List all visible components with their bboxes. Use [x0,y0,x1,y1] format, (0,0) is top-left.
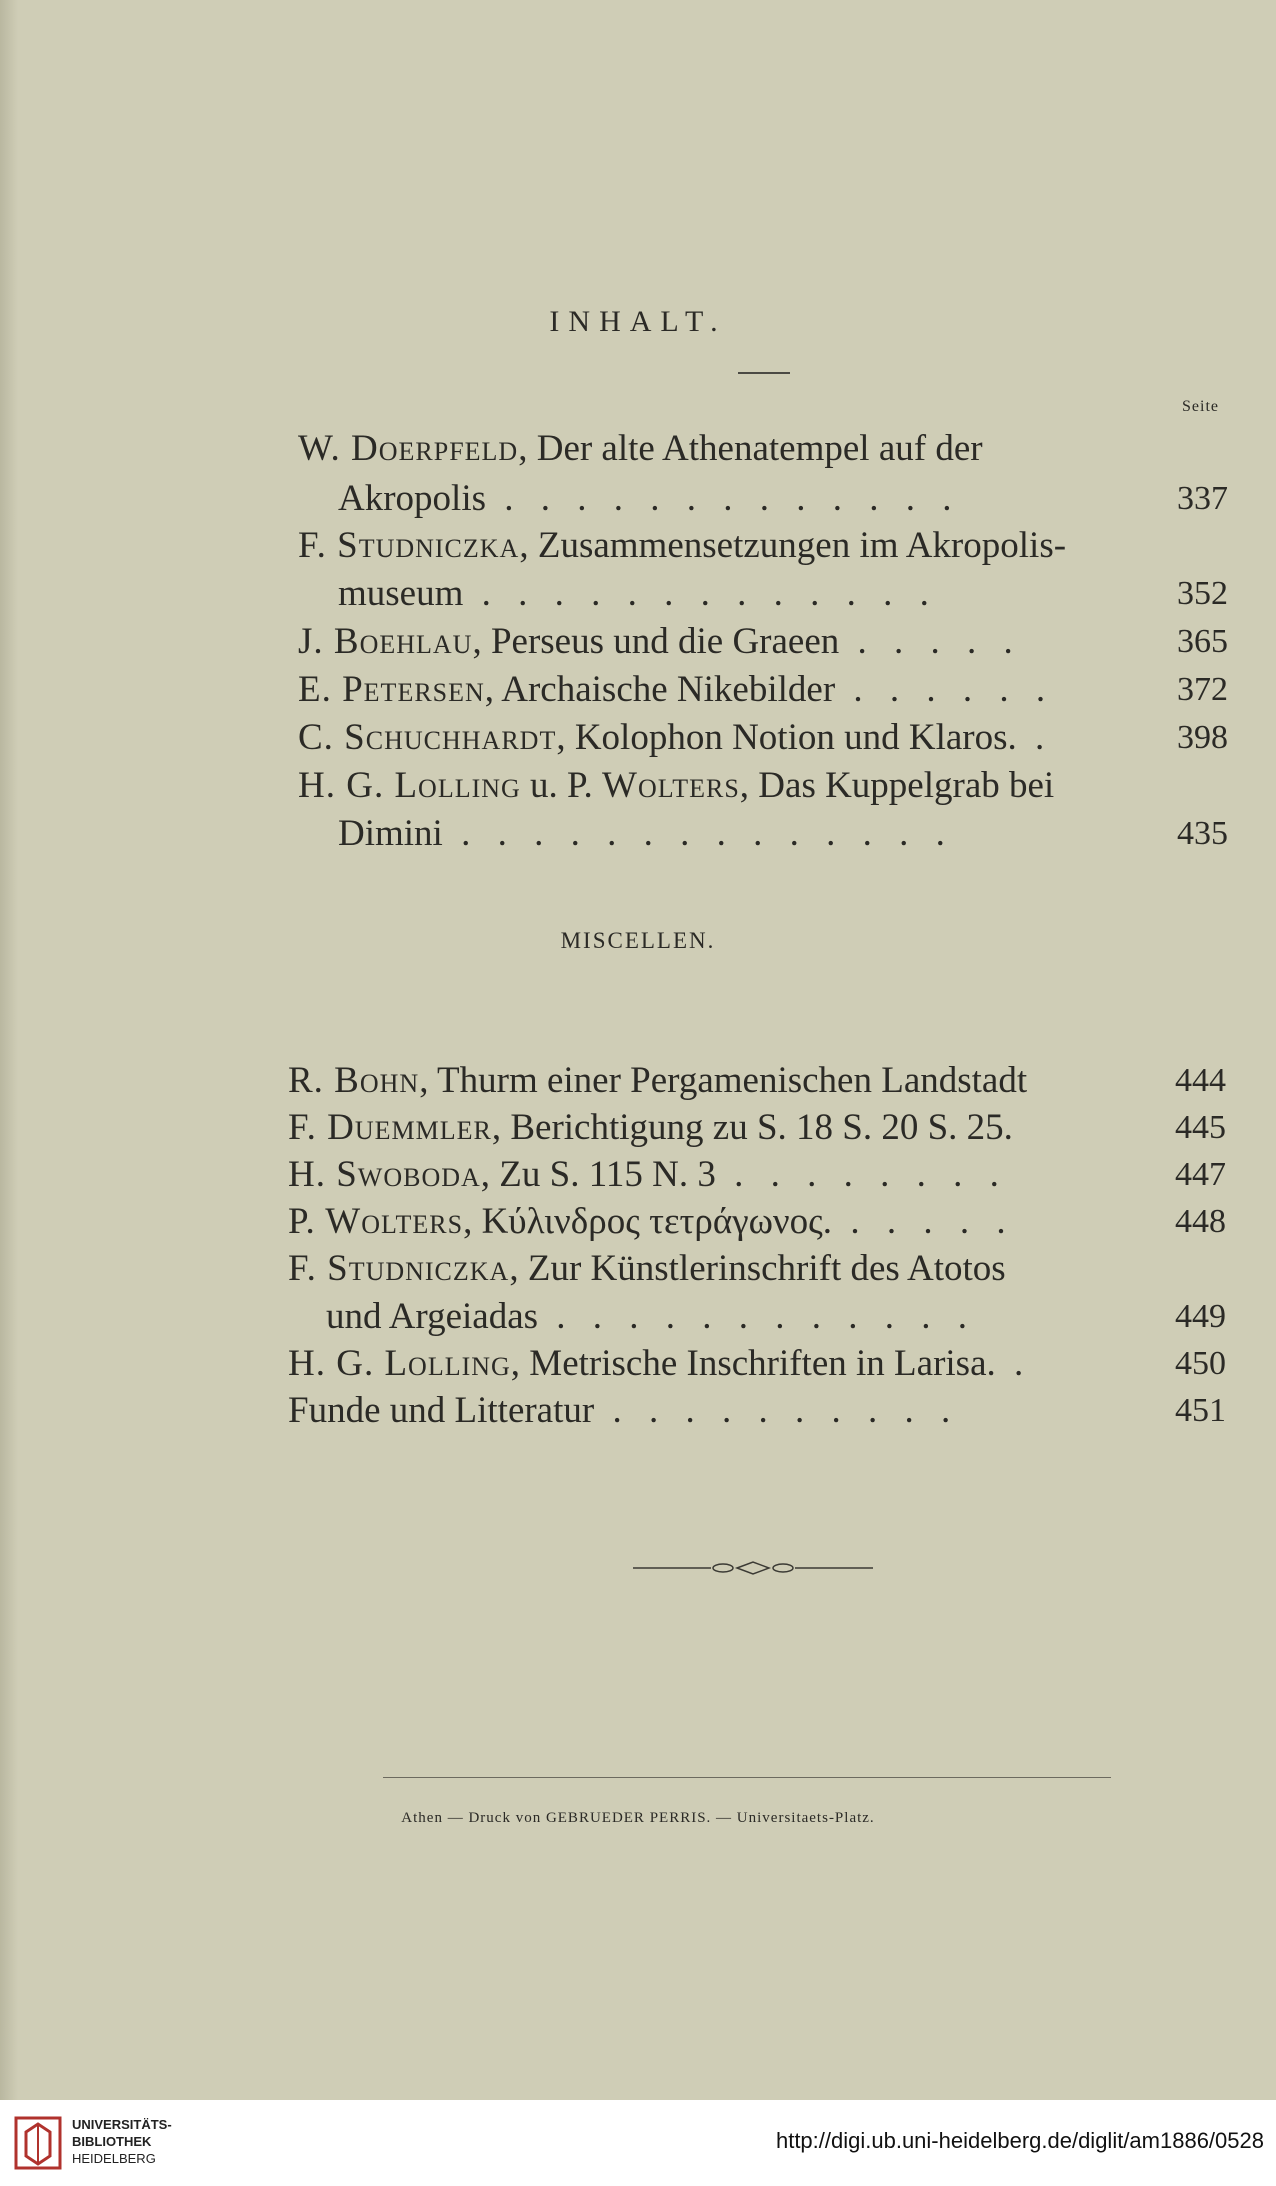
page-number: 398 [1177,719,1228,756]
miscellen-heading: MISCELLEN. [560,928,716,953]
misc-entry-continuation: und Argeiadas . . . . . . . . . . . . [326,1296,977,1337]
page-number: 365 [1177,623,1228,660]
page-number: 451 [1175,1392,1226,1429]
misc-entry-bohn: R. Bohn, Thurm einer Pergamenischen Landstadt [288,1060,1028,1101]
misc-entry-duemmler: F. Duemmler, Berichtigung zu S. 18 S. 20 S. 25. [288,1107,1013,1148]
misc-entry-lolling: H. G. Lolling, Metrische Inschriften in Larisa. . [288,1343,1033,1384]
ornament-divider-icon [633,1560,873,1576]
printer-imprint: Athen — Druck von GEBRUEDER PERRIS. — Universitaets-Platz. [401,1810,875,1826]
toc-entry-schuchhardt: C. Schuchhardt, Kolophon Notion und Klaros. . [298,717,1054,758]
misc-entry-swoboda: H. Swoboda, Zu S. 115 N. 3 . . . . . . . . [288,1154,1008,1195]
toc-entry-lolling-wolters: H. G. Lolling u. P. Wolters, Das Kuppelgrab bei [298,765,1055,806]
toc-entry-petersen: E. Petersen, Archaische Nikebilder . . . . . . [298,669,1055,710]
page-number: 449 [1175,1298,1226,1335]
source-url-link[interactable]: http://digi.ub.uni-heidelberg.de/diglit/am1886/0528 [775,2128,1264,2153]
footer-rule [383,1777,1111,1778]
page-number: 444 [1175,1062,1226,1099]
toc-entry-boehlau: J. Boehlau, Perseus und die Graeen . . . . . [298,621,1022,662]
page-number: 448 [1175,1203,1226,1240]
misc-entry-funde: Funde und Litteratur . . . . . . . . . . [288,1390,960,1431]
page-number: 447 [1175,1156,1226,1193]
page-number: 352 [1177,575,1228,612]
page-number: 372 [1177,671,1228,708]
toc-entry-continuation: Dimini . . . . . . . . . . . . . . [338,813,954,854]
library-seal-icon [12,2112,64,2174]
page-number: 435 [1177,815,1228,852]
toc-entry-studniczka: F. Studniczka, Zusammensetzungen im Akropolis- [298,525,1067,566]
toc-entry-continuation: Akropolis . . . . . . . . . . . . . [338,478,961,519]
misc-entry-wolters: P. Wolters, Κύλινδρος τετράγωνος. . . . . . [288,1201,1015,1242]
toc-entry-continuation: museum . . . . . . . . . . . . . [338,573,938,614]
page-number: 337 [1177,480,1228,517]
title-rule [738,372,790,374]
seite-label: Seite [1182,398,1219,415]
library-name: UNIVERSITÄTS- BIBLIOTHEK HEIDELBERG [72,2117,172,2166]
page-title: INHALT. [549,305,727,338]
misc-entry-studniczka: F. Studniczka, Zur Künstlerinschrift des Atotos [288,1248,1006,1289]
page-number: 450 [1175,1345,1226,1382]
toc-entry-doerpfeld: W. Doerpfeld, Der alte Athenatempel auf der [298,428,983,469]
page-number: 445 [1175,1109,1226,1146]
